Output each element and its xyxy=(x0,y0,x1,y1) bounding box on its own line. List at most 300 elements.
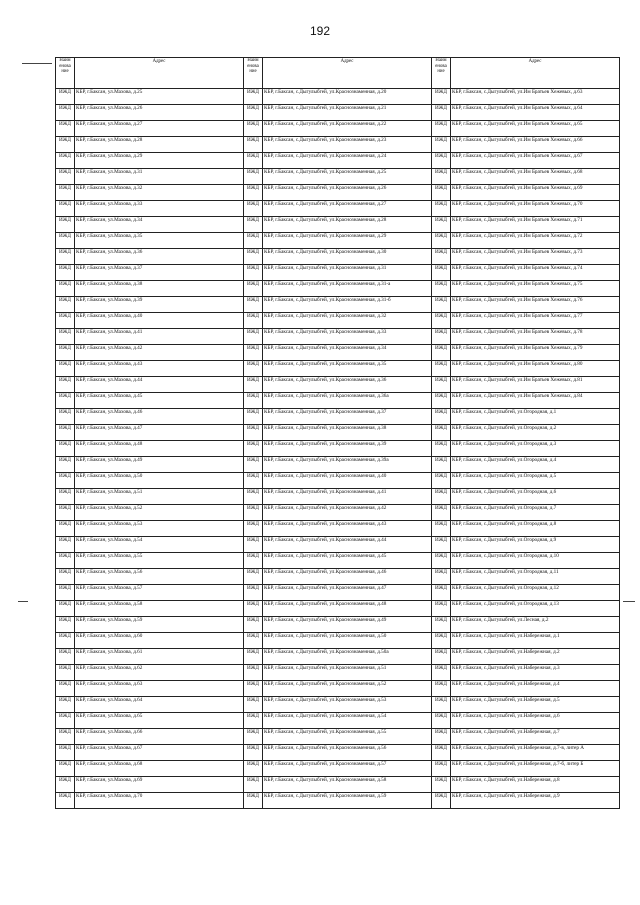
table-row xyxy=(56,281,620,297)
building-type-cell: ИЖД xyxy=(56,137,75,153)
table-row xyxy=(56,745,620,761)
building-type-cell: ИЖД xyxy=(432,761,451,777)
building-type-cell: ИЖД xyxy=(432,745,451,761)
address-cell: КБР, г.Баксан, с.Дыгулыбгей, ул.Набережная, д.5 xyxy=(451,697,620,713)
table-row xyxy=(56,249,620,265)
table-row xyxy=(56,585,620,601)
building-type-cell: ИЖД xyxy=(56,649,75,665)
address-cell: КБР, г.Баксан, с.Дыгулыбгей, ул.Им Братьев Хежевых, д.64 xyxy=(451,105,620,121)
building-type-cell: ИЖД xyxy=(244,313,263,329)
building-type-cell: ИЖД xyxy=(432,201,451,217)
address-cell: КБР, г.Баксан, с.Дыгулыбгей, ул.Им Братьев Хежевых, д.74 xyxy=(451,265,620,281)
building-type-cell: ИЖД xyxy=(432,345,451,361)
address-cell: КБР, г.Баксан, ул.Махова, д.68 xyxy=(75,761,244,777)
address-cell: КБР, г.Баксан, с.Дыгулыбгей, ул.Краснознаменная, д.31-а xyxy=(263,281,432,297)
building-type-cell: ИЖД xyxy=(244,265,263,281)
building-type-cell: ИЖД xyxy=(56,457,75,473)
address-cell: КБР, г.Баксан, с.Дыгулыбгей, ул.Им Братьев Хежевых, д.80 xyxy=(451,361,620,377)
building-type-cell: ИЖД xyxy=(244,777,263,793)
table-row xyxy=(56,121,620,137)
building-type-cell: ИЖД xyxy=(244,665,263,681)
building-type-cell: ИЖД xyxy=(244,569,263,585)
address-cell: КБР, г.Баксан, с.Дыгулыбгей, ул.Краснознаменная, д.41 xyxy=(263,489,432,505)
building-type-cell: ИЖД xyxy=(56,697,75,713)
address-cell: КБР, г.Баксан, с.Дыгулыбгей, ул.Краснознаменная, д.42 xyxy=(263,505,432,521)
building-type-cell: ИЖД xyxy=(56,425,75,441)
building-type-cell: ИЖД xyxy=(244,121,263,137)
table-row xyxy=(56,729,620,745)
address-cell: КБР, г.Баксан, с.Дыгулыбгей, ул.Набережная, д.6 xyxy=(451,713,620,729)
address-cell: КБР, г.Баксан, ул.Махова, д.66 xyxy=(75,729,244,745)
building-type-cell: ИЖД xyxy=(244,409,263,425)
building-type-cell: ИЖД xyxy=(432,457,451,473)
address-cell: КБР, г.Баксан, с.Дыгулыбгей, ул.Краснознаменная, д.30 xyxy=(263,249,432,265)
table-row xyxy=(56,569,620,585)
address-cell: КБР, г.Баксан, ул.Махова, д.47 xyxy=(75,425,244,441)
building-type-cell: ИЖД xyxy=(244,441,263,457)
address-cell: КБР, г.Баксан, с.Дыгулыбгей, ул.Набережная, д.9 xyxy=(451,793,620,809)
building-type-cell: ИЖД xyxy=(56,489,75,505)
building-type-cell: ИЖД xyxy=(432,329,451,345)
building-type-cell: ИЖД xyxy=(432,137,451,153)
building-type-cell: ИЖД xyxy=(56,393,75,409)
address-cell: КБР, г.Баксан, с.Дыгулыбгей, ул.Краснознаменная, д.43 xyxy=(263,521,432,537)
table-row xyxy=(56,297,620,313)
building-type-cell: ИЖД xyxy=(56,297,75,313)
address-cell: КБР, г.Баксан, ул.Махова, д.67 xyxy=(75,745,244,761)
address-cell: КБР, г.Баксан, с.Дыгулыбгей, ул.Краснознаменная, д.45 xyxy=(263,553,432,569)
address-cell: КБР, г.Баксан, ул.Махова, д.56 xyxy=(75,569,244,585)
table-row xyxy=(56,361,620,377)
table-row xyxy=(56,601,620,617)
address-cell: КБР, г.Баксан, с.Дыгулыбгей, ул.Им Братьев Хежевых, д.73 xyxy=(451,249,620,265)
address-cell: КБР, г.Баксан, ул.Махова, д.35 xyxy=(75,233,244,249)
address-cell: КБР, г.Баксан, с.Дыгулыбгей, ул.Набережная, д.7-в, литер А xyxy=(451,745,620,761)
building-type-cell: ИЖД xyxy=(244,553,263,569)
address-cell: КБР, г.Баксан, с.Дыгулыбгей, ул.Огородная, д.12 xyxy=(451,585,620,601)
building-type-cell: ИЖД xyxy=(432,473,451,489)
building-type-cell: ИЖД xyxy=(432,521,451,537)
building-type-cell: ИЖД xyxy=(432,297,451,313)
table-row xyxy=(56,489,620,505)
address-cell: КБР, г.Баксан, с.Дыгулыбгей, ул.Набережная, д.1 xyxy=(451,633,620,649)
table-row xyxy=(56,553,620,569)
building-type-cell: ИЖД xyxy=(244,105,263,121)
building-type-cell: ИЖД xyxy=(244,217,263,233)
address-cell: КБР, г.Баксан, с.Дыгулыбгей, ул.Краснознаменная, д.59 xyxy=(263,793,432,809)
column-header-address: Адрес xyxy=(263,58,432,89)
address-cell: КБР, г.Баксан, с.Дыгулыбгей, ул.Краснознаменная, д.36а xyxy=(263,393,432,409)
address-cell: КБР, г.Баксан, с.Дыгулыбгей, ул.Им Братьев Хежевых, д.63 xyxy=(451,89,620,105)
building-type-cell: ИЖД xyxy=(244,729,263,745)
address-cell: КБР, г.Баксан, ул.Махова, д.59 xyxy=(75,617,244,633)
address-cell: КБР, г.Баксан, с.Дыгулыбгей, ул.Им Братьев Хежевых, д.78 xyxy=(451,329,620,345)
address-cell: КБР, г.Баксан, ул.Махова, д.46 xyxy=(75,409,244,425)
address-cell: КБР, г.Баксан, с.Дыгулыбгей, ул.Краснознаменная, д.38 xyxy=(263,425,432,441)
table-row xyxy=(56,185,620,201)
building-type-cell: ИЖД xyxy=(244,233,263,249)
address-cell: КБР, г.Баксан, с.Дыгулыбгей, ул.Набережная, д.8 xyxy=(451,777,620,793)
address-cell: КБР, г.Баксан, ул.Махова, д.63 xyxy=(75,681,244,697)
address-cell: КБР, г.Баксан, ул.Махова, д.45 xyxy=(75,393,244,409)
address-cell: КБР, г.Баксан, с.Дыгулыбгей, ул.Им Братьев Хежевых, д.65 xyxy=(451,121,620,137)
address-cell: КБР, г.Баксан, с.Дыгулыбгей, ул.Краснознаменная, д.49 xyxy=(263,617,432,633)
address-cell: КБР, г.Баксан, ул.Махова, д.52 xyxy=(75,505,244,521)
building-type-cell: ИЖД xyxy=(244,377,263,393)
building-type-cell: ИЖД xyxy=(432,681,451,697)
building-type-cell: ИЖД xyxy=(432,185,451,201)
building-type-cell: ИЖД xyxy=(244,649,263,665)
building-type-cell: ИЖД xyxy=(56,377,75,393)
building-type-cell: ИЖД xyxy=(56,761,75,777)
address-cell: КБР, г.Баксан, с.Дыгулыбгей, ул.Краснознаменная, д.47 xyxy=(263,585,432,601)
address-cell: КБР, г.Баксан, ул.Махова, д.61 xyxy=(75,649,244,665)
address-cell: КБР, г.Баксан, с.Дыгулыбгей, ул.Краснознаменная, д.44 xyxy=(263,537,432,553)
table-row xyxy=(56,313,620,329)
building-type-cell: ИЖД xyxy=(244,345,263,361)
table-row xyxy=(56,633,620,649)
address-cell: КБР, г.Баксан, ул.Махова, д.55 xyxy=(75,553,244,569)
address-cell: КБР, г.Баксан, с.Дыгулыбгей, ул.Им Братьев Хежевых, д.69 xyxy=(451,185,620,201)
table-row xyxy=(56,409,620,425)
address-cell: КБР, г.Баксан, с.Дыгулыбгей, ул.Краснознаменная, д.50а xyxy=(263,649,432,665)
address-cell: КБР, г.Баксан, с.Дыгулыбгей, ул.Им Братьев Хежевых, д.84 xyxy=(451,393,620,409)
building-type-cell: ИЖД xyxy=(56,233,75,249)
address-cell: КБР, г.Баксан, с.Дыгулыбгей, ул.Краснознаменная, д.53 xyxy=(263,697,432,713)
address-cell: КБР, г.Баксан, ул.Махова, д.33 xyxy=(75,201,244,217)
building-type-cell: ИЖД xyxy=(432,649,451,665)
address-cell: КБР, г.Баксан, ул.Махова, д.57 xyxy=(75,585,244,601)
table-row xyxy=(56,649,620,665)
building-type-cell: ИЖД xyxy=(244,185,263,201)
address-cell: КБР, г.Баксан, с.Дыгулыбгей, ул.Огородная, д.10 xyxy=(451,553,620,569)
building-type-cell: ИЖД xyxy=(432,265,451,281)
building-type-cell: ИЖД xyxy=(56,713,75,729)
building-type-cell: ИЖД xyxy=(244,473,263,489)
address-cell: КБР, г.Баксан, ул.Махова, д.28 xyxy=(75,137,244,153)
table-row xyxy=(56,697,620,713)
building-type-cell: ИЖД xyxy=(244,745,263,761)
table-row xyxy=(56,473,620,489)
address-cell: КБР, г.Баксан, ул.Махова, д.36 xyxy=(75,249,244,265)
table-row xyxy=(56,329,620,345)
building-type-cell: ИЖД xyxy=(432,553,451,569)
building-type-cell: ИЖД xyxy=(432,729,451,745)
address-cell: КБР, г.Баксан, ул.Махова, д.39 xyxy=(75,297,244,313)
building-type-cell: ИЖД xyxy=(56,281,75,297)
address-cell: КБР, г.Баксан, с.Дыгулыбгей, ул.Краснознаменная, д.48 xyxy=(263,601,432,617)
building-type-cell: ИЖД xyxy=(56,617,75,633)
address-cell: КБР, г.Баксан, ул.Махова, д.58 xyxy=(75,601,244,617)
building-type-cell: ИЖД xyxy=(56,729,75,745)
address-cell: КБР, г.Баксан, с.Дыгулыбгей, ул.Огородная, д.4 xyxy=(451,457,620,473)
building-type-cell: ИЖД xyxy=(244,505,263,521)
address-cell: КБР, г.Баксан, ул.Махова, д.34 xyxy=(75,217,244,233)
address-cell: КБР, г.Баксан, с.Дыгулыбгей, ул.Краснознаменная, д.31-б xyxy=(263,297,432,313)
building-type-cell: ИЖД xyxy=(244,457,263,473)
table-row xyxy=(56,665,620,681)
table-row xyxy=(56,233,620,249)
table-row xyxy=(56,89,620,105)
table-row xyxy=(56,505,620,521)
address-cell: КБР, г.Баксан, с.Дыгулыбгей, ул.Им Братьев Хежевых, д.71 xyxy=(451,217,620,233)
address-cell: КБР, г.Баксан, с.Дыгулыбгей, ул.Краснознаменная, д.21 xyxy=(263,105,432,121)
address-cell: КБР, г.Баксан, ул.Махова, д.49 xyxy=(75,457,244,473)
address-cell: КБР, г.Баксан, ул.Махова, д.38 xyxy=(75,281,244,297)
address-cell: КБР, г.Баксан, с.Дыгулыбгей, ул.Краснознаменная, д.25 xyxy=(263,169,432,185)
building-type-cell: ИЖД xyxy=(432,281,451,297)
building-type-cell: ИЖД xyxy=(56,249,75,265)
building-type-cell: ИЖД xyxy=(432,585,451,601)
address-cell: КБР, г.Баксан, ул.Махова, д.31 xyxy=(75,169,244,185)
address-cell: КБР, г.Баксан, ул.Махова, д.69 xyxy=(75,777,244,793)
address-cell: КБР, г.Баксан, с.Дыгулыбгей, ул.Краснознаменная, д.24 xyxy=(263,153,432,169)
address-cell: КБР, г.Баксан, с.Дыгулыбгей, ул.Краснознаменная, д.34 xyxy=(263,345,432,361)
building-type-cell: ИЖД xyxy=(432,121,451,137)
address-cell: КБР, г.Баксан, ул.Махова, д.54 xyxy=(75,537,244,553)
building-type-cell: ИЖД xyxy=(244,169,263,185)
building-type-cell: ИЖД xyxy=(244,425,263,441)
building-type-cell: ИЖД xyxy=(56,441,75,457)
address-cell: КБР, г.Баксан, с.Дыгулыбгей, ул.Огородная, д.6 xyxy=(451,489,620,505)
building-type-cell: ИЖД xyxy=(56,121,75,137)
address-cell: КБР, г.Баксан, ул.Махова, д.64 xyxy=(75,697,244,713)
address-cell: КБР, г.Баксан, с.Дыгулыбгей, ул.Краснознаменная, д.31 xyxy=(263,265,432,281)
building-type-cell: ИЖД xyxy=(56,185,75,201)
building-type-cell: ИЖД xyxy=(244,793,263,809)
building-type-cell: ИЖД xyxy=(432,601,451,617)
table-row xyxy=(56,105,620,121)
address-cell: КБР, г.Баксан, ул.Махова, д.37 xyxy=(75,265,244,281)
address-cell: КБР, г.Баксан, с.Дыгулыбгей, ул.Краснознаменная, д.27 xyxy=(263,201,432,217)
building-type-cell: ИЖД xyxy=(432,233,451,249)
building-type-cell: ИЖД xyxy=(56,569,75,585)
address-cell: КБР, г.Баксан, с.Дыгулыбгей, ул.Краснознаменная, д.55 xyxy=(263,729,432,745)
building-type-cell: ИЖД xyxy=(56,473,75,489)
building-type-cell: ИЖД xyxy=(244,89,263,105)
table-row xyxy=(56,377,620,393)
address-cell: КБР, г.Баксан, с.Дыгулыбгей, ул.Краснознаменная, д.22 xyxy=(263,121,432,137)
address-cell: КБР, г.Баксан, с.Дыгулыбгей, ул.Огородная, д.3 xyxy=(451,441,620,457)
building-type-cell: ИЖД xyxy=(244,585,263,601)
address-cell: КБР, г.Баксан, с.Дыгулыбгей, ул.Набережная, д.4 xyxy=(451,681,620,697)
building-type-cell: ИЖД xyxy=(432,425,451,441)
address-cell: КБР, г.Баксан, с.Дыгулыбгей, ул.Краснознаменная, д.33 xyxy=(263,329,432,345)
address-cell: КБР, г.Баксан, с.Дыгулыбгей, ул.Огородная, д.1 xyxy=(451,409,620,425)
table-row xyxy=(56,393,620,409)
address-cell: КБР, г.Баксан, ул.Махова, д.62 xyxy=(75,665,244,681)
address-cell: КБР, г.Баксан, с.Дыгулыбгей, ул.Краснознаменная, д.58 xyxy=(263,777,432,793)
building-type-cell: ИЖД xyxy=(56,329,75,345)
building-type-cell: ИЖД xyxy=(244,681,263,697)
building-type-cell: ИЖД xyxy=(432,89,451,105)
address-cell: КБР, г.Баксан, ул.Махова, д.44 xyxy=(75,377,244,393)
address-cell: КБР, г.Баксан, с.Дыгулыбгей, ул.Им Братьев Хежевых, д.76 xyxy=(451,297,620,313)
building-type-cell: ИЖД xyxy=(432,697,451,713)
table-row xyxy=(56,169,620,185)
table-row xyxy=(56,217,620,233)
building-type-cell: ИЖД xyxy=(56,521,75,537)
table-row xyxy=(56,345,620,361)
building-type-cell: ИЖД xyxy=(432,665,451,681)
address-cell: КБР, г.Баксан, с.Дыгулыбгей, ул.Краснознаменная, д.36 xyxy=(263,377,432,393)
building-type-cell: ИЖД xyxy=(244,697,263,713)
address-cell: КБР, г.Баксан, с.Дыгулыбгей, ул.Набережная, д.7-б, литер Б xyxy=(451,761,620,777)
table-row xyxy=(56,457,620,473)
building-type-cell: ИЖД xyxy=(56,217,75,233)
address-cell: КБР, г.Баксан, с.Дыгулыбгей, ул.Краснознаменная, д.39 xyxy=(263,441,432,457)
address-cell: КБР, г.Баксан, ул.Махова, д.40 xyxy=(75,313,244,329)
building-type-cell: ИЖД xyxy=(244,201,263,217)
building-type-cell: ИЖД xyxy=(432,377,451,393)
address-cell: КБР, г.Баксан, с.Дыгулыбгей, ул.Краснознаменная, д.32 xyxy=(263,313,432,329)
address-cell: КБР, г.Баксан, ул.Махова, д.29 xyxy=(75,153,244,169)
address-cell: КБР, г.Баксан, с.Дыгулыбгей, ул.Краснознаменная, д.52 xyxy=(263,681,432,697)
margin-rule-right xyxy=(623,601,635,602)
building-type-cell: ИЖД xyxy=(244,521,263,537)
address-cell: КБР, г.Баксан, с.Дыгулыбгей, ул.Им Братьев Хежевых, д.66 xyxy=(451,137,620,153)
address-cell: КБР, г.Баксан, ул.Махова, д.60 xyxy=(75,633,244,649)
margin-rule-left xyxy=(22,63,52,64)
building-type-cell: ИЖД xyxy=(56,313,75,329)
building-type-cell: ИЖД xyxy=(56,201,75,217)
address-cell: КБР, г.Баксан, с.Дыгулыбгей, ул.Огородная, д.7 xyxy=(451,505,620,521)
address-cell: КБР, г.Баксан, с.Дыгулыбгей, ул.Краснознаменная, д.39а xyxy=(263,457,432,473)
table-row xyxy=(56,761,620,777)
building-type-cell: ИЖД xyxy=(56,777,75,793)
address-cell: КБР, г.Баксан, ул.Махова, д.41 xyxy=(75,329,244,345)
address-cell: КБР, г.Баксан, с.Дыгулыбгей, ул.Краснознаменная, д.57 xyxy=(263,761,432,777)
building-type-cell: ИЖД xyxy=(56,505,75,521)
address-cell: КБР, г.Баксан, с.Дыгулыбгей, ул.Огородная, д.13 xyxy=(451,601,620,617)
address-cell: КБР, г.Баксан, с.Дыгулыбгей, ул.Краснознаменная, д.20 xyxy=(263,89,432,105)
address-cell: КБР, г.Баксан, с.Дыгулыбгей, ул.Огородная, д.2 xyxy=(451,425,620,441)
building-type-cell: ИЖД xyxy=(244,617,263,633)
building-type-cell: ИЖД xyxy=(244,633,263,649)
column-header-address: Адрес xyxy=(75,58,244,89)
building-type-cell: ИЖД xyxy=(56,89,75,105)
address-cell: КБР, г.Баксан, с.Дыгулыбгей, ул.Краснознаменная, д.26 xyxy=(263,185,432,201)
building-type-cell: ИЖД xyxy=(432,313,451,329)
building-type-cell: ИЖД xyxy=(56,265,75,281)
building-type-cell: ИЖД xyxy=(432,361,451,377)
table-row xyxy=(56,425,620,441)
building-type-cell: ИЖД xyxy=(432,569,451,585)
column-header-type: Наим енова ние xyxy=(244,58,263,89)
building-type-cell: ИЖД xyxy=(244,329,263,345)
building-type-cell: ИЖД xyxy=(244,153,263,169)
address-cell: КБР, г.Баксан, ул.Махова, д.70 xyxy=(75,793,244,809)
building-type-cell: ИЖД xyxy=(244,601,263,617)
address-cell: КБР, г.Баксан, с.Дыгулыбгей, ул.Огородная, д.5 xyxy=(451,473,620,489)
address-cell: КБР, г.Баксан, с.Дыгулыбгей, ул.Краснознаменная, д.54 xyxy=(263,713,432,729)
building-type-cell: ИЖД xyxy=(432,505,451,521)
address-cell: КБР, г.Баксан, с.Дыгулыбгей, ул.Краснознаменная, д.23 xyxy=(263,137,432,153)
building-type-cell: ИЖД xyxy=(432,793,451,809)
table-row xyxy=(56,521,620,537)
building-type-cell: ИЖД xyxy=(244,393,263,409)
building-type-cell: ИЖД xyxy=(432,217,451,233)
table-row xyxy=(56,153,620,169)
address-cell: КБР, г.Баксан, ул.Махова, д.26 xyxy=(75,105,244,121)
building-type-cell: ИЖД xyxy=(56,601,75,617)
address-cell: КБР, г.Баксан, с.Дыгулыбгей, ул.Им Братьев Хежевых, д.72 xyxy=(451,233,620,249)
building-type-cell: ИЖД xyxy=(244,297,263,313)
building-type-cell: ИЖД xyxy=(56,361,75,377)
address-register-table xyxy=(55,57,620,809)
table-row xyxy=(56,201,620,217)
building-type-cell: ИЖД xyxy=(432,153,451,169)
building-type-cell: ИЖД xyxy=(56,345,75,361)
building-type-cell: ИЖД xyxy=(56,537,75,553)
address-cell: КБР, г.Баксан, ул.Махова, д.65 xyxy=(75,713,244,729)
address-cell: КБР, г.Баксан, с.Дыгулыбгей, ул.Краснознаменная, д.28 xyxy=(263,217,432,233)
address-cell: КБР, г.Баксан, с.Дыгулыбгей, ул.Лесная, д.2 xyxy=(451,617,620,633)
address-cell: КБР, г.Баксан, ул.Махова, д.53 xyxy=(75,521,244,537)
address-cell: КБР, г.Баксан, с.Дыгулыбгей, ул.Краснознаменная, д.40 xyxy=(263,473,432,489)
building-type-cell: ИЖД xyxy=(56,745,75,761)
address-cell: КБР, г.Баксан, с.Дыгулыбгей, ул.Огородная, д.8 xyxy=(451,521,620,537)
address-cell: КБР, г.Баксан, ул.Махова, д.27 xyxy=(75,121,244,137)
address-cell: КБР, г.Баксан, с.Дыгулыбгей, ул.Им Братьев Хежевых, д.81 xyxy=(451,377,620,393)
building-type-cell: ИЖД xyxy=(56,153,75,169)
table-row xyxy=(56,137,620,153)
column-header-address: Адрес xyxy=(451,58,620,89)
table-header-row xyxy=(56,58,620,89)
table-row xyxy=(56,681,620,697)
building-type-cell: ИЖД xyxy=(244,137,263,153)
table-row xyxy=(56,441,620,457)
building-type-cell: ИЖД xyxy=(56,409,75,425)
table-row xyxy=(56,777,620,793)
building-type-cell: ИЖД xyxy=(56,585,75,601)
address-cell: КБР, г.Баксан, с.Дыгулыбгей, ул.Им Братьев Хежевых, д.79 xyxy=(451,345,620,361)
building-type-cell: ИЖД xyxy=(244,761,263,777)
address-cell: КБР, г.Баксан, с.Дыгулыбгей, ул.Им Братьев Хежевых, д.68 xyxy=(451,169,620,185)
building-type-cell: ИЖД xyxy=(56,681,75,697)
building-type-cell: ИЖД xyxy=(432,713,451,729)
building-type-cell: ИЖД xyxy=(432,249,451,265)
address-cell: КБР, г.Баксан, ул.Махова, д.51 xyxy=(75,489,244,505)
building-type-cell: ИЖД xyxy=(56,553,75,569)
address-cell: КБР, г.Баксан, с.Дыгулыбгей, ул.Краснознаменная, д.50 xyxy=(263,633,432,649)
building-type-cell: ИЖД xyxy=(244,713,263,729)
address-cell: КБР, г.Баксан, с.Дыгулыбгей, ул.Им Братьев Хежевых, д.77 xyxy=(451,313,620,329)
address-cell: КБР, г.Баксан, ул.Махова, д.50 xyxy=(75,473,244,489)
building-type-cell: ИЖД xyxy=(244,537,263,553)
building-type-cell: ИЖД xyxy=(432,409,451,425)
address-cell: КБР, г.Баксан, с.Дыгулыбгей, ул.Краснознаменная, д.51 xyxy=(263,665,432,681)
address-cell: КБР, г.Баксан, с.Дыгулыбгей, ул.Краснознаменная, д.29 xyxy=(263,233,432,249)
table-row xyxy=(56,265,620,281)
building-type-cell: ИЖД xyxy=(244,281,263,297)
margin-rule-left-mid xyxy=(18,601,28,602)
address-cell: КБР, г.Баксан, с.Дыгулыбгей, ул.Им Братьев Хежевых, д.70 xyxy=(451,201,620,217)
address-cell: КБР, г.Баксан, с.Дыгулыбгей, ул.Краснознаменная, д.35 xyxy=(263,361,432,377)
building-type-cell: ИЖД xyxy=(56,169,75,185)
address-cell: КБР, г.Баксан, ул.Махова, д.48 xyxy=(75,441,244,457)
address-cell: КБР, г.Баксан, ул.Махова, д.42 xyxy=(75,345,244,361)
address-cell: КБР, г.Баксан, ул.Махова, д.25 xyxy=(75,89,244,105)
address-cell: КБР, г.Баксан, ул.Махова, д.32 xyxy=(75,185,244,201)
building-type-cell: ИЖД xyxy=(432,489,451,505)
address-cell: КБР, г.Баксан, с.Дыгулыбгей, ул.Им Братьев Хежевых, д.75 xyxy=(451,281,620,297)
address-cell: КБР, г.Баксан, с.Дыгулыбгей, ул.Краснознаменная, д.37 xyxy=(263,409,432,425)
column-header-type: Наим енова ние xyxy=(432,58,451,89)
building-type-cell: ИЖД xyxy=(432,169,451,185)
building-type-cell: ИЖД xyxy=(56,665,75,681)
building-type-cell: ИЖД xyxy=(56,105,75,121)
